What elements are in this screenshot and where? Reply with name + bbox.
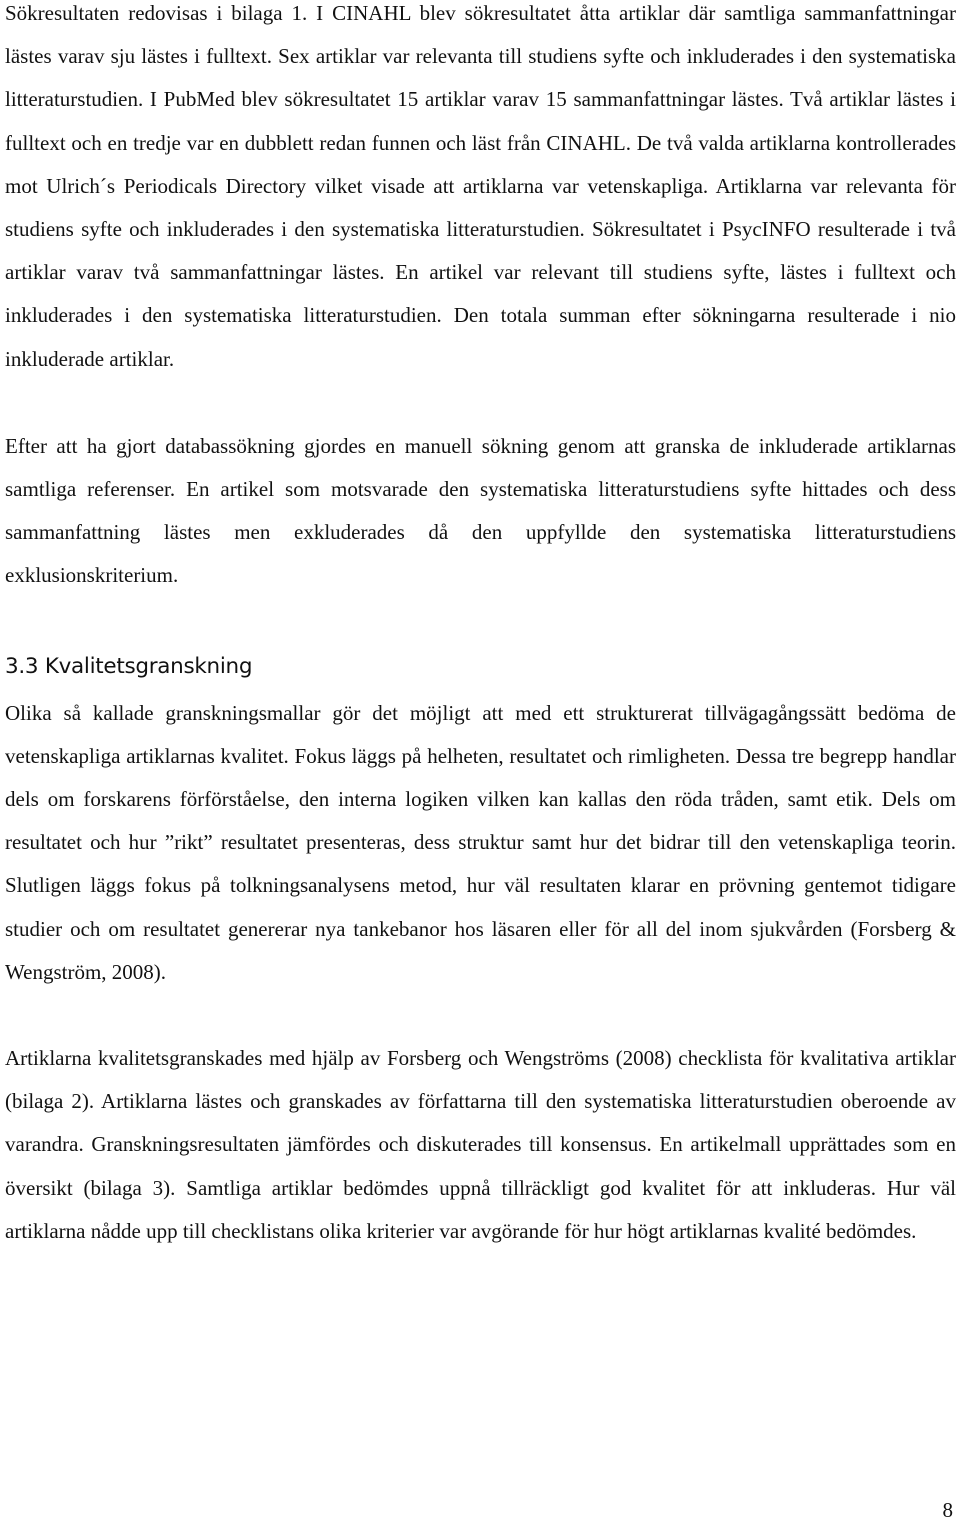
document-page — [5, 0, 956, 1253]
section-heading: 3.3 Kvalitetsgranskning — [5, 653, 253, 679]
paragraph-manual-search: Efter att ha gjort databassökning gjordes en manuell sökning genom att granska de inkluderade artiklarnas samtliga referenser. En artikel som motsvarade den systematiska litteraturstudiens syfte hittades och dess sammanfattning lästes men exkluderades då den uppfyllde den systematiska litteraturstudiens exklusionskriterium. — [5, 433, 956, 588]
paragraph-quality-review: Artiklarna kvalitetsgranskades med hjälp av Forsberg och Wengströms (2008) checklista för kvalitativa artiklar (bilaga 2). Artiklarna lästes och granskades av författarna till den systematiska litteraturstudien oberoende av varandra. Granskningsresultaten jämfördes och diskuterades till konsensus. En artikelmall upprättades som en översikt (bilaga 3). Samtliga artiklar bedömdes uppnå tillräckligt god kvalitet för att inkluderas. Hur väl artiklarna nådde upp till checklistans olika kriterier var avgörande för hur högt artiklarnas kvalité bedömdes. — [5, 1046, 956, 1243]
paragraph-search-results: Sökresultaten redovisas i bilaga 1. I CINAHL blev sökresultatet åtta artiklar där samtliga sammanfattningar lästes varav sju lästes i fulltext. Sex artiklar var relevanta till studiens syfte och inkluderades i den systematiska litteraturstudien. I PubMed blev sökresultatet 15 artiklar varav 15 sammanfattningar lästes. Två artiklar lästes i fulltext och en tredje var en dubblett redan funnen och läst från CINAHL. De två valda artiklarna kontrollerades mot Ulrich´s Periodicals Directory vilket visade att artiklarna var vetenskapliga. Artiklarna var relevanta för studiens syfte och inkluderades i den systematiska litteraturstudien. Sökresultatet i PsycINFO resulterade i två artiklar varav två sammanfattningar lästes. En artikel var relevant till studiens syfte, lästes i fulltext och inkluderades i den systematiska litteraturstudien. Den totala summan efter sökningarna resulterade i nio inkluderade artiklar. — [5, 1, 956, 371]
page-number: 8 — [942, 1498, 953, 1522]
paragraph-quality-templates: Olika så kallade granskningsmallar gör det möjligt att med ett strukturerat tillvägagångssätt bedöma de vetenskapliga artiklarnas kvalitet. Fokus läggs på helheten, resultatet och rimligheten. Dessa tre begrepp handlar dels om forskarens förförståelse, den interna logiken vilken kan kallas den röda tråden, samt etik. Dels om resultatet och hur ”rikt” resultatet presenteras, dess struktur samt hur det bidrar till den vetenskapliga teorin. Slutligen läggs fokus på tolkningsanalysens metod, hur väl resultaten klarar en prövning gentemot tidigare studier och om resultatet genererar nya tankebanor hos läsaren eller för all del inom sjukvården (Forsberg & Wengström, 2008). — [5, 700, 956, 984]
